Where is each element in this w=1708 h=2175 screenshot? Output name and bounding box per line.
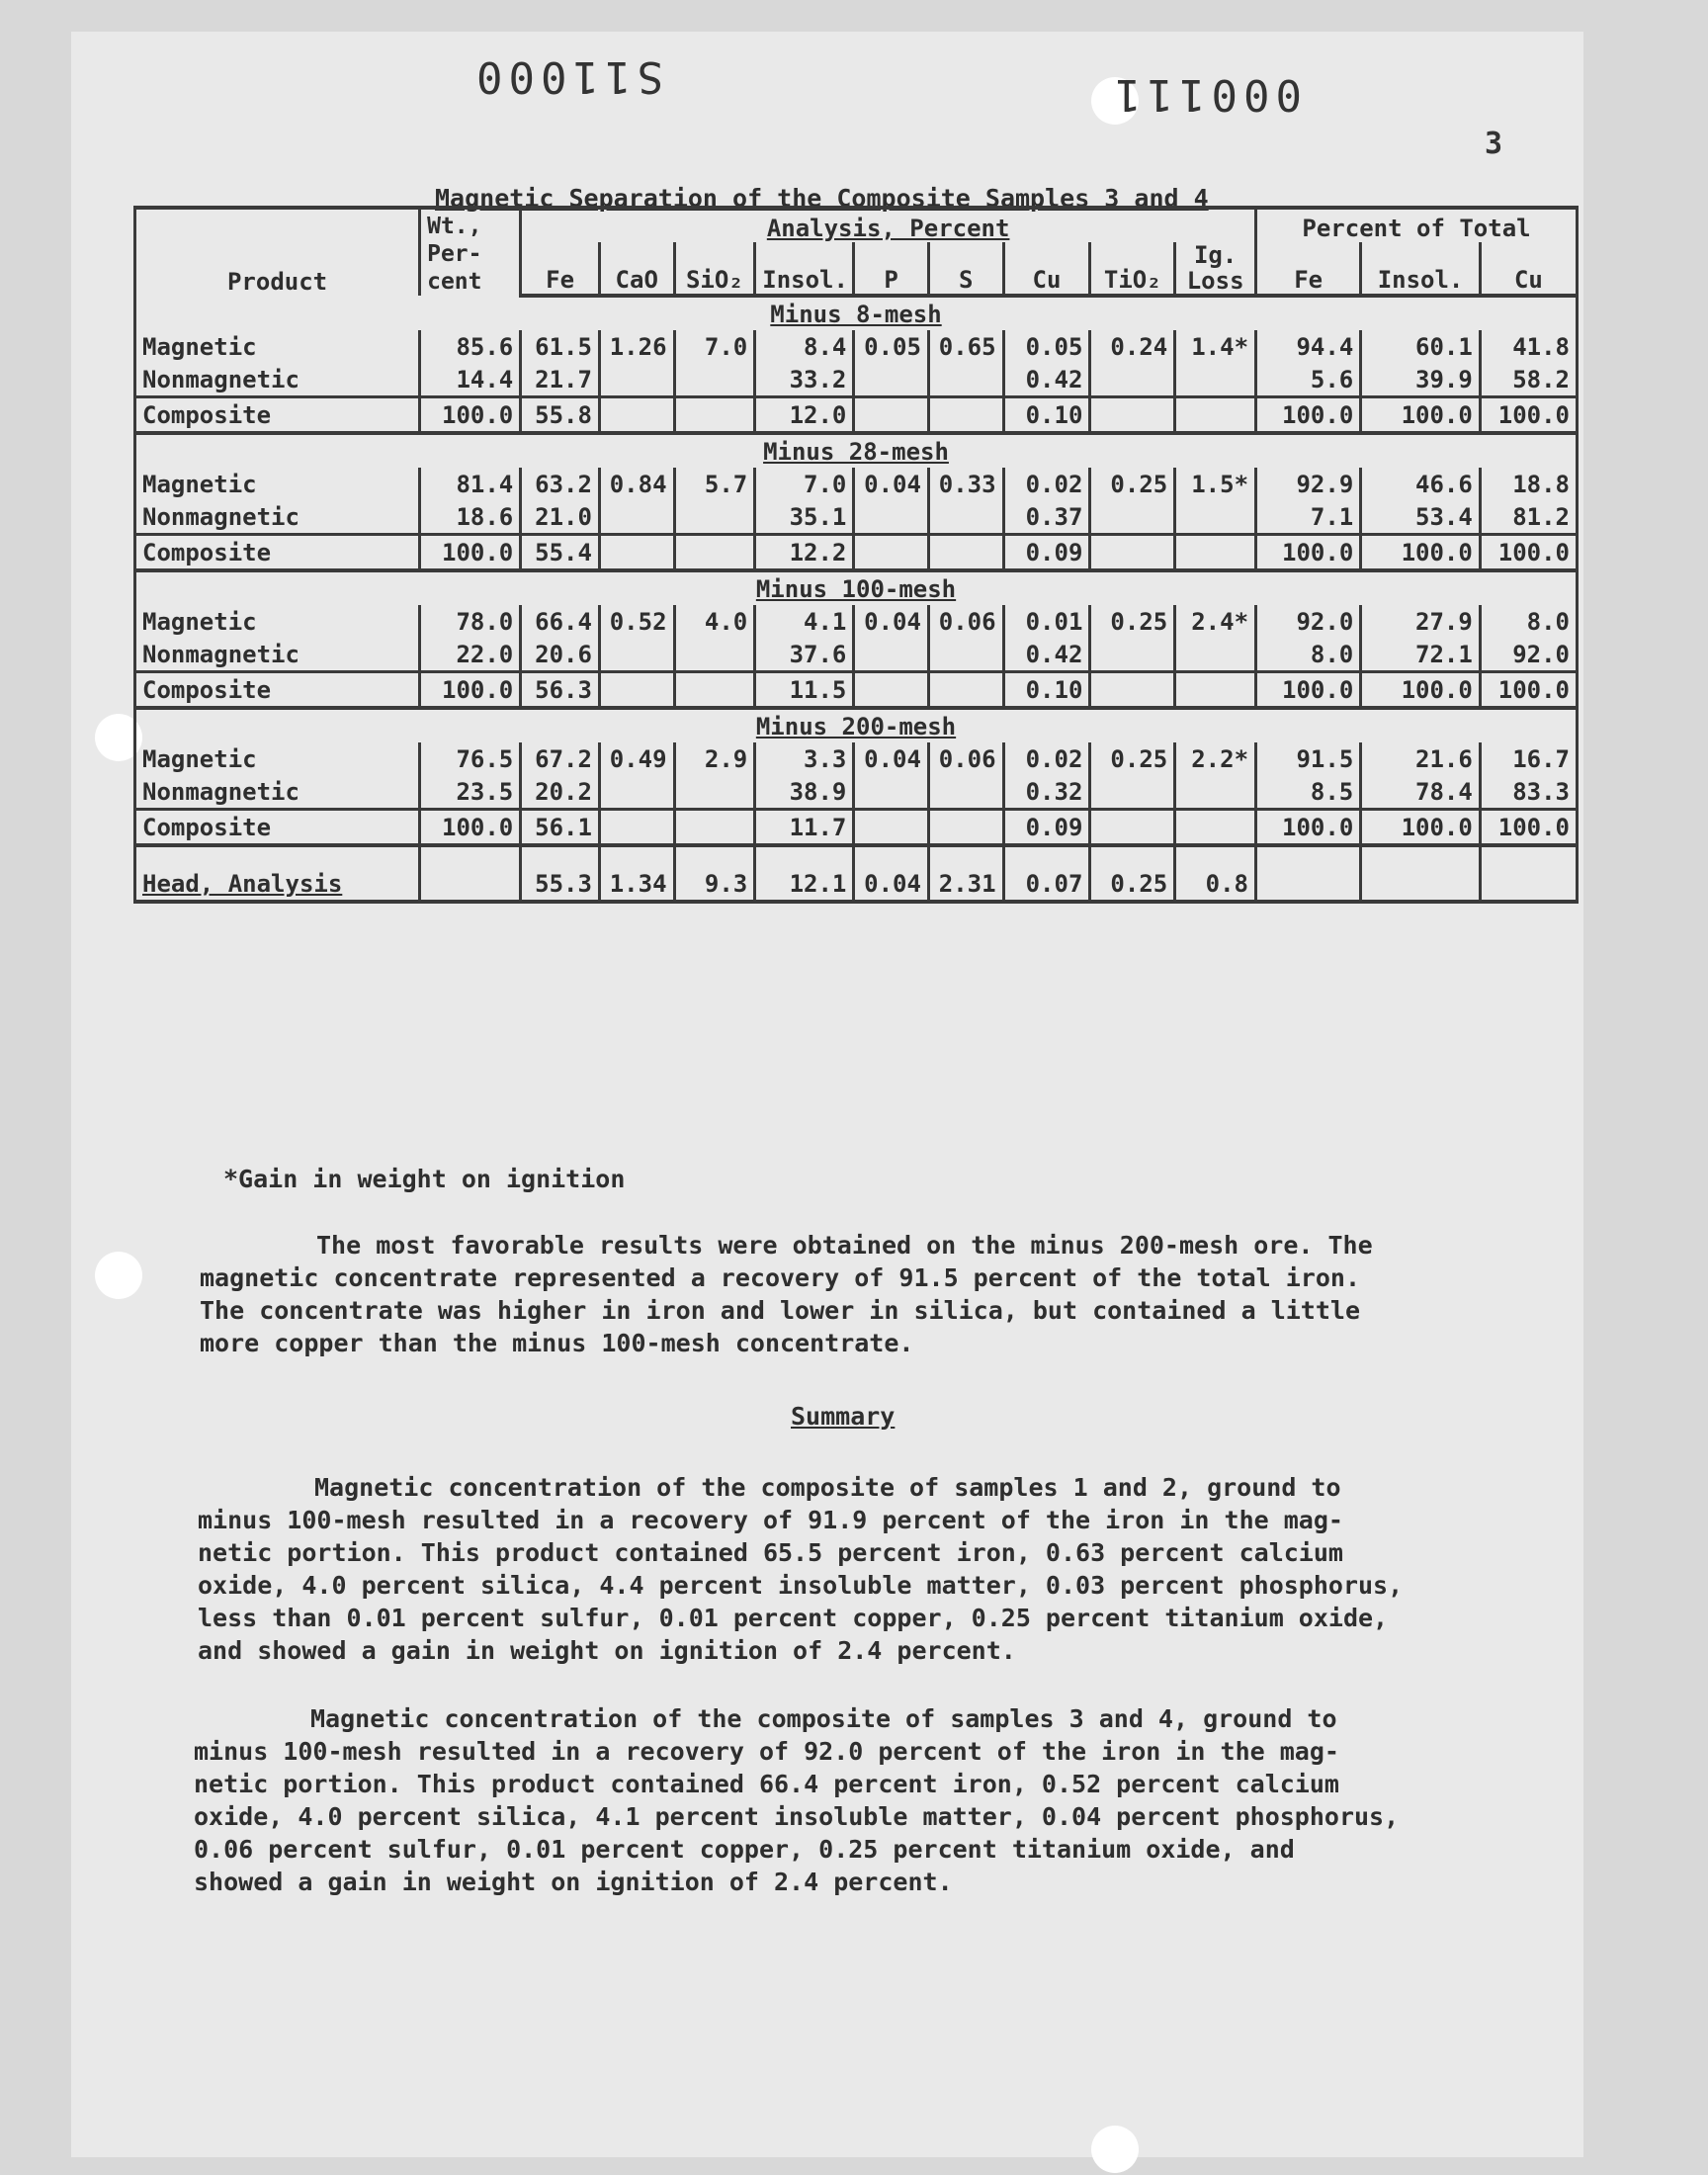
header-cu: Cu [1003,242,1090,296]
value-cell-sio2: 4.0 [674,605,755,638]
value-cell-cu: 0.02 [1003,742,1090,775]
value-cell-fe: 20.6 [521,638,600,672]
value-cell-p [854,775,929,810]
value-cell-cao [599,672,674,709]
value-cell-tinsol: 46.6 [1361,468,1481,500]
product-cell: Magnetic [135,468,420,500]
value-cell-tio2: 0.25 [1090,468,1175,500]
value-cell-cao: 0.84 [599,468,674,500]
value-cell-wt [420,867,521,902]
value-cell-tfe: 5.6 [1256,363,1361,397]
spacer-cell [135,845,420,867]
table-title: Magnetic Separation of the Composite Samples 3 and 4 [435,184,1209,213]
value-cell-wt: 100.0 [420,672,521,709]
value-cell-tcu: 92.0 [1480,638,1577,672]
value-cell-tfe: 100.0 [1256,397,1361,434]
value-cell-p [854,810,929,846]
value-cell-cu: 0.10 [1003,672,1090,709]
value-cell-ig [1175,363,1256,397]
value-cell-cao [599,500,674,535]
value-cell-tcu: 16.7 [1480,742,1577,775]
product-cell: Magnetic [135,605,420,638]
value-cell-sio2 [674,775,755,810]
value-cell-tcu: 100.0 [1480,672,1577,709]
value-cell-p: 0.04 [854,605,929,638]
value-cell-p [854,500,929,535]
section-title: Minus 28-mesh [135,433,1578,468]
value-cell-s [928,363,1003,397]
value-cell-s [928,397,1003,434]
value-cell-sio2 [674,638,755,672]
value-cell-tio2: 0.25 [1090,742,1175,775]
value-cell-cu: 0.01 [1003,605,1090,638]
section-title: Minus 100-mesh [135,570,1578,605]
value-cell-s: 0.06 [928,742,1003,775]
value-cell-insol: 11.7 [755,810,854,846]
value-cell-s [928,500,1003,535]
spacer-cell [854,845,929,867]
value-cell-tinsol: 21.6 [1361,742,1481,775]
table-row [135,330,1578,363]
value-cell-ig [1175,775,1256,810]
value-cell-wt: 76.5 [420,742,521,775]
value-cell-tinsol [1361,867,1481,902]
spacer-cell [599,845,674,867]
value-cell-ig: 1.5* [1175,468,1256,500]
value-cell-insol: 37.6 [755,638,854,672]
header-ig-loss: Ig. Loss [1175,242,1256,296]
table-row [135,397,1578,434]
product-cell: Composite [135,810,420,846]
value-cell-cao [599,810,674,846]
value-cell-ig: 2.2* [1175,742,1256,775]
value-cell-sio2 [674,363,755,397]
value-cell-tio2 [1090,638,1175,672]
value-cell-wt: 18.6 [420,500,521,535]
value-cell-tcu: 83.3 [1480,775,1577,810]
punch-hole-bottom [1091,2126,1139,2173]
value-cell-fe: 55.8 [521,397,600,434]
spacer-cell [1480,845,1577,867]
value-cell-insol: 11.5 [755,672,854,709]
value-cell-sio2 [674,500,755,535]
value-cell-fe: 21.7 [521,363,600,397]
header-weight-percent: Wt., Per- cent [420,208,521,296]
value-cell-tio2: 0.24 [1090,330,1175,363]
spacer-cell [1003,845,1090,867]
value-cell-tfe: 92.0 [1256,605,1361,638]
value-cell-s [928,535,1003,571]
value-cell-p [854,672,929,709]
table-row [135,638,1578,672]
value-cell-tcu: 100.0 [1480,810,1577,846]
value-cell-fe: 66.4 [521,605,600,638]
value-cell-insol: 38.9 [755,775,854,810]
header-cao: CaO [599,242,674,296]
value-cell-tfe: 7.1 [1256,500,1361,535]
spacer-cell [928,845,1003,867]
value-cell-insol: 35.1 [755,500,854,535]
value-cell-fe: 56.3 [521,672,600,709]
value-cell-cao [599,535,674,571]
product-cell: Composite [135,397,420,434]
value-cell-tio2 [1090,775,1175,810]
product-cell: Magnetic [135,742,420,775]
value-cell-wt: 100.0 [420,397,521,434]
table-row [135,468,1578,500]
value-cell-tinsol: 53.4 [1361,500,1481,535]
value-cell-ig: 2.4* [1175,605,1256,638]
section-title-row [135,433,1578,468]
value-cell-tcu: 8.0 [1480,605,1577,638]
value-cell-cao: 1.34 [599,867,674,902]
value-cell-tinsol: 100.0 [1361,672,1481,709]
value-cell-tcu: 81.2 [1480,500,1577,535]
value-cell-tio2 [1090,500,1175,535]
head-analysis-row [135,867,1578,902]
spacer-cell [1175,845,1256,867]
value-cell-cu: 0.42 [1003,638,1090,672]
value-cell-sio2 [674,672,755,709]
header-p: P [854,242,929,296]
value-cell-cu: 0.05 [1003,330,1090,363]
data-table [133,206,1579,904]
value-cell-tinsol: 60.1 [1361,330,1481,363]
spacer-cell [420,845,521,867]
value-cell-ig [1175,535,1256,571]
value-cell-sio2: 2.9 [674,742,755,775]
header-analysis-percent: Analysis, Percent [521,208,1256,242]
value-cell-tfe: 91.5 [1256,742,1361,775]
product-cell: Composite [135,672,420,709]
value-cell-cu: 0.32 [1003,775,1090,810]
value-cell-tcu [1480,867,1577,902]
punch-hole-lower [95,1252,142,1299]
value-cell-fe: 61.5 [521,330,600,363]
section-title-row [135,570,1578,605]
value-cell-wt: 78.0 [420,605,521,638]
table-row [135,742,1578,775]
value-cell-tcu: 41.8 [1480,330,1577,363]
value-cell-insol: 3.3 [755,742,854,775]
stamp-number-right: 000111 [1109,69,1302,120]
value-cell-tinsol: 100.0 [1361,397,1481,434]
value-cell-tfe: 8.0 [1256,638,1361,672]
spacer-cell [674,845,755,867]
value-cell-s: 2.31 [928,867,1003,902]
value-cell-cao: 0.49 [599,742,674,775]
product-cell: Nonmagnetic [135,363,420,397]
value-cell-cao [599,397,674,434]
value-cell-p [854,638,929,672]
value-cell-s: 0.65 [928,330,1003,363]
value-cell-sio2 [674,535,755,571]
value-cell-p [854,535,929,571]
footnote: *Gain in weight on ignition [223,1165,626,1193]
value-cell-fe: 55.4 [521,535,600,571]
value-cell-cu: 0.09 [1003,810,1090,846]
spacer-cell [521,845,600,867]
value-cell-tfe: 92.9 [1256,468,1361,500]
value-cell-fe: 63.2 [521,468,600,500]
table-row [135,775,1578,810]
value-cell-ig [1175,810,1256,846]
header-s: S [928,242,1003,296]
value-cell-tio2 [1090,810,1175,846]
section-title-row [135,708,1578,742]
value-cell-fe: 55.3 [521,867,600,902]
paragraph-summary-samples-1-2: Magnetic concentration of the composite of samples 1 and 2, ground to minus 100-mesh resulted in a recovery of 91.9 percent of the iron in the mag- netic portion. This product contained 65.5 percent iron, 0.63 percent calcium oxide, 4.0 percent silica, 4.4 percent insoluble matter, 0.03 percent phosphorus, less than 0.01 percent sulfur, 0.01 percent copper, 0.25 percent titanium oxide, and showed a gain in weight on ignition of 2.4 percent. [198,1473,1404,1665]
value-cell-s [928,810,1003,846]
value-cell-insol: 12.1 [755,867,854,902]
spacer-row [135,845,1578,867]
table-row [135,810,1578,846]
value-cell-sio2: 9.3 [674,867,755,902]
value-cell-p [854,363,929,397]
paragraph-summary-samples-3-4: Magnetic concentration of the composite of samples 3 and 4, ground to minus 100-mesh resulted in a recovery of 92.0 percent of the iron in the mag- netic portion. This product contained 66.4 percent iron, 0.52 percent calcium oxide, 4.0 percent silica, 4.1 percent insoluble matter, 0.04 percent phosphorus, 0.06 percent sulfur, 0.01 percent copper, 0.25 percent titanium oxide, and showed a gain in weight on ignition of 2.4 percent. [194,1704,1400,1896]
value-cell-s [928,672,1003,709]
product-cell: Nonmagnetic [135,500,420,535]
value-cell-tio2: 0.25 [1090,605,1175,638]
value-cell-cao [599,638,674,672]
value-cell-ig [1175,397,1256,434]
value-cell-tio2 [1090,672,1175,709]
paragraph-results: The most favorable results were obtained on the minus 200-mesh ore. The magnetic concentrate represented a recovery of 91.5 percent of the total iron. The concentrate was higher in iron and lower in silica, but contained a little more copper than the minus 100-mesh concentrate. [200,1231,1373,1357]
value-cell-s [928,775,1003,810]
value-cell-tio2 [1090,363,1175,397]
value-cell-insol: 8.4 [755,330,854,363]
value-cell-cu: 0.02 [1003,468,1090,500]
header-total-insol: Insol. [1361,242,1481,296]
value-cell-cu: 0.07 [1003,867,1090,902]
value-cell-tinsol: 27.9 [1361,605,1481,638]
value-cell-wt: 81.4 [420,468,521,500]
value-cell-s: 0.33 [928,468,1003,500]
value-cell-ig [1175,638,1256,672]
value-cell-wt: 14.4 [420,363,521,397]
value-cell-tfe [1256,867,1361,902]
table-row [135,500,1578,535]
value-cell-wt: 100.0 [420,810,521,846]
header-insol: Insol. [755,242,854,296]
value-cell-cu: 0.42 [1003,363,1090,397]
value-cell-tcu: 18.8 [1480,468,1577,500]
value-cell-wt: 23.5 [420,775,521,810]
value-cell-tfe: 94.4 [1256,330,1361,363]
value-cell-fe: 56.1 [521,810,600,846]
value-cell-wt: 22.0 [420,638,521,672]
value-cell-p: 0.05 [854,330,929,363]
value-cell-insol: 33.2 [755,363,854,397]
value-cell-ig [1175,500,1256,535]
value-cell-cao [599,363,674,397]
header-total-fe: Fe [1256,242,1361,296]
value-cell-tfe: 100.0 [1256,810,1361,846]
value-cell-tcu: 100.0 [1480,397,1577,434]
section-title-row [135,296,1578,330]
product-cell: Magnetic [135,330,420,363]
value-cell-tinsol: 78.4 [1361,775,1481,810]
value-cell-insol: 7.0 [755,468,854,500]
value-cell-wt: 100.0 [420,535,521,571]
product-cell: Composite [135,535,420,571]
value-cell-tcu: 100.0 [1480,535,1577,571]
header-fe: Fe [521,242,600,296]
product-cell: Nonmagnetic [135,775,420,810]
value-cell-p: 0.04 [854,468,929,500]
product-cell: Nonmagnetic [135,638,420,672]
spacer-cell [755,845,854,867]
value-cell-ig: 1.4* [1175,330,1256,363]
value-cell-tio2 [1090,535,1175,571]
value-cell-fe: 67.2 [521,742,600,775]
value-cell-tinsol: 100.0 [1361,810,1481,846]
value-cell-p: 0.04 [854,867,929,902]
page-number: 3 [1485,127,1503,161]
value-cell-fe: 20.2 [521,775,600,810]
value-cell-tinsol: 72.1 [1361,638,1481,672]
value-cell-cao: 0.52 [599,605,674,638]
value-cell-ig: 0.8 [1175,867,1256,902]
stamp-number-left: S11000 [470,51,663,102]
header-sio2: SiO₂ [674,242,755,296]
value-cell-tio2 [1090,397,1175,434]
spacer-cell [1090,845,1175,867]
value-cell-s [928,638,1003,672]
value-cell-tfe: 100.0 [1256,672,1361,709]
value-cell-sio2 [674,810,755,846]
value-cell-wt: 85.6 [420,330,521,363]
value-cell-p: 0.04 [854,742,929,775]
value-cell-cu: 0.10 [1003,397,1090,434]
table-row [135,672,1578,709]
value-cell-tcu: 58.2 [1480,363,1577,397]
value-cell-cu: 0.09 [1003,535,1090,571]
value-cell-ig [1175,672,1256,709]
header-percent-of-total: Percent of Total [1256,208,1578,242]
value-cell-tinsol: 100.0 [1361,535,1481,571]
value-cell-insol: 4.1 [755,605,854,638]
value-cell-tio2: 0.25 [1090,867,1175,902]
value-cell-tinsol: 39.9 [1361,363,1481,397]
table-body [135,296,1578,902]
product-cell: Head, Analysis [135,867,420,902]
section-title: Minus 8-mesh [135,296,1578,330]
value-cell-tfe: 100.0 [1256,535,1361,571]
table-row [135,605,1578,638]
header-product: Product [135,208,420,296]
header-total-cu: Cu [1480,242,1577,296]
value-cell-insol: 12.2 [755,535,854,571]
spacer-cell [1361,845,1481,867]
value-cell-sio2 [674,397,755,434]
header-tio2: TiO₂ [1090,242,1175,296]
summary-heading: Summary [791,1402,896,1431]
value-cell-p [854,397,929,434]
value-cell-fe: 21.0 [521,500,600,535]
value-cell-cu: 0.37 [1003,500,1090,535]
value-cell-insol: 12.0 [755,397,854,434]
table-row [135,363,1578,397]
value-cell-s: 0.06 [928,605,1003,638]
value-cell-cao [599,775,674,810]
table-row [135,535,1578,571]
value-cell-sio2: 7.0 [674,330,755,363]
spacer-cell [1256,845,1361,867]
value-cell-cao: 1.26 [599,330,674,363]
value-cell-sio2: 5.7 [674,468,755,500]
value-cell-tfe: 8.5 [1256,775,1361,810]
section-title: Minus 200-mesh [135,708,1578,742]
